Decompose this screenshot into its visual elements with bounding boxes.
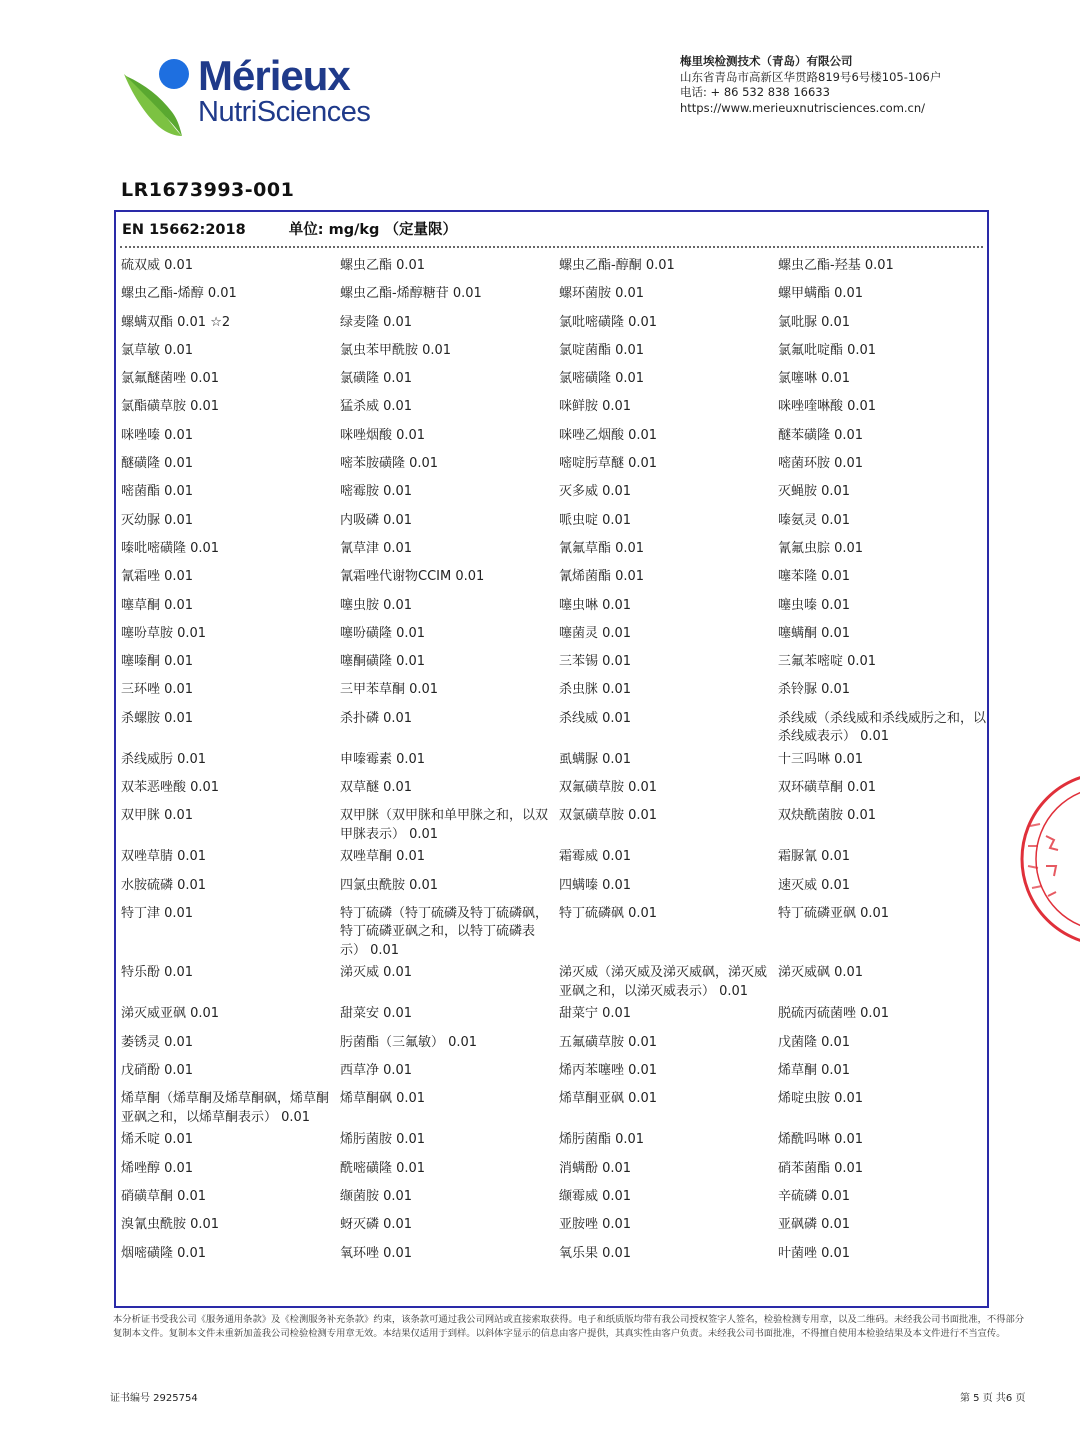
analyte-cell: 双环磺草酮 0.01 xyxy=(778,780,877,796)
analyte-cell: 嗪吡嘧磺隆 0.01 xyxy=(121,540,220,556)
analyte-cell: 氯嘧磺隆 0.01 xyxy=(559,371,645,387)
analyte-row xyxy=(121,624,986,652)
analyte-cell: 烯肟菌胺 0.01 xyxy=(340,1132,426,1148)
analyte-cell: 特丁硫磷砜 0.01 xyxy=(559,905,658,921)
analyte-row xyxy=(121,426,986,454)
analyte-cell: 双氯磺草胺 0.01 xyxy=(559,808,658,824)
analyte-cell: 咪唑乙烟酸 0.01 xyxy=(559,427,658,443)
analyte-row xyxy=(121,778,986,806)
analyte-cell: 霜霉威 0.01 xyxy=(559,849,632,865)
analyte-cell: 氰氟虫腙 0.01 xyxy=(778,540,864,556)
analyte-cell: 噻菌灵 0.01 xyxy=(559,625,632,641)
analyte-cell: 萎锈灵 0.01 xyxy=(121,1034,194,1050)
analyte-cell: 氰霜唑代谢物CCIM 0.01 xyxy=(340,569,485,585)
analyte-cell: 戊菌隆 0.01 xyxy=(778,1034,851,1050)
analyte-row xyxy=(121,539,986,567)
analyte-cell: 烯丙苯噻唑 0.01 xyxy=(559,1063,658,1079)
merieux-logo xyxy=(120,48,390,140)
analyte-cell: 硝磺草酮 0.01 xyxy=(121,1188,207,1204)
analyte-cell: 速灭威 0.01 xyxy=(778,877,851,893)
analyte-cell: 氰霜唑 0.01 xyxy=(121,569,194,585)
analyte-cell: 灭蝇胺 0.01 xyxy=(778,484,851,500)
analyte-cell: 噻苯隆 0.01 xyxy=(778,569,851,585)
analyte-cell: 氯氟吡啶酯 0.01 xyxy=(778,342,877,358)
analyte-cell: 亚胺唑 0.01 xyxy=(559,1217,632,1233)
analyte-cell: 叶菌唑 0.01 xyxy=(778,1245,851,1261)
analyte-cell: 噻酮磺隆 0.01 xyxy=(340,654,426,670)
leaf-logo-icon xyxy=(120,48,200,140)
analyte-cell: 氯氟醚菌唑 0.01 xyxy=(121,371,220,387)
analyte-row xyxy=(121,1004,986,1032)
analyte-row xyxy=(121,567,986,595)
analyte-cell: 特丁津 0.01 xyxy=(121,905,194,921)
analyte-cell: 螺环菌胺 0.01 xyxy=(559,286,645,302)
analyte-row xyxy=(121,1159,986,1187)
analyte-cell: 杀扑磷 0.01 xyxy=(340,710,413,726)
analyte-cell: 烟嘧磺隆 0.01 xyxy=(121,1245,207,1261)
analyte-cell: 噻草酮 0.01 xyxy=(121,597,194,613)
logo-wordmark-nutrisciences: NutriSciences xyxy=(198,96,371,128)
analyte-row xyxy=(121,313,986,341)
analyte-row xyxy=(121,256,986,284)
analyte-cell: 涕灭威亚砜 0.01 xyxy=(121,1006,220,1022)
analyte-row xyxy=(121,1187,986,1215)
analyte-cell: 涕灭威（涕灭威及涕灭威砜，涕灭威亚砜之和，以涕灭威表示） 0.01 xyxy=(559,965,768,999)
analyte-cell: 氯草敏 0.01 xyxy=(121,342,194,358)
analyte-cell: 噻虫胺 0.01 xyxy=(340,597,413,613)
analyte-cell: 三甲苯草酮 0.01 xyxy=(340,682,439,698)
analyte-cell: 水胺硫磷 0.01 xyxy=(121,877,207,893)
unit-label: 单位: mg/kg （定量限） xyxy=(288,222,457,238)
analyte-cell: 咪唑喹啉酸 0.01 xyxy=(778,399,877,415)
analyte-cell: 烯啶虫胺 0.01 xyxy=(778,1091,864,1107)
analyte-cell: 双苯恶唑酸 0.01 xyxy=(121,780,220,796)
analyte-cell: 噻虫啉 0.01 xyxy=(559,597,632,613)
company-address: 山东省青岛市高新区华贯路819号6号楼105-106户 xyxy=(680,69,942,84)
analyte-row xyxy=(121,876,986,904)
analyte-cell: 氰草津 0.01 xyxy=(340,540,413,556)
analyte-cell: 缬霉威 0.01 xyxy=(559,1188,632,1204)
analyte-cell: 四氯虫酰胺 0.01 xyxy=(340,877,439,893)
analyte-cell: 氧环唑 0.01 xyxy=(340,1245,413,1261)
official-seal-stamp xyxy=(1016,766,1080,952)
analyte-cell: 氯啶菌酯 0.01 xyxy=(559,342,645,358)
analyte-cell: 酰嘧磺隆 0.01 xyxy=(340,1160,426,1176)
analyte-row xyxy=(121,806,986,847)
analyte-cell: 烯草酮 0.01 xyxy=(778,1063,851,1079)
analyte-cell: 烯禾啶 0.01 xyxy=(121,1132,194,1148)
analyte-row xyxy=(121,369,986,397)
analyte-cell: 烯酰吗啉 0.01 xyxy=(778,1132,864,1148)
analyte-cell: 氰氟草酯 0.01 xyxy=(559,540,645,556)
analyte-cell: 杀线威肟 0.01 xyxy=(121,751,207,767)
analyte-cell: 噻螨酮 0.01 xyxy=(778,625,851,641)
analyte-cell: 氯噻啉 0.01 xyxy=(778,371,851,387)
analyte-cell: 特丁硫磷亚砜 0.01 xyxy=(778,905,890,921)
analyte-cell: 噻吩磺隆 0.01 xyxy=(340,625,426,641)
analyte-cell: 噻虫嗪 0.01 xyxy=(778,597,851,613)
analyte-cell: 申嗪霉素 0.01 xyxy=(340,751,426,767)
analyte-row xyxy=(121,1215,986,1243)
company-info xyxy=(680,54,941,116)
seal-icon xyxy=(1016,766,1080,952)
analyte-cell: 醚磺隆 0.01 xyxy=(121,456,194,472)
analyte-row xyxy=(121,397,986,425)
results-frame xyxy=(114,210,989,1308)
analyte-cell: 三氟苯嘧啶 0.01 xyxy=(778,654,877,670)
analyte-cell: 十三吗啉 0.01 xyxy=(778,751,864,767)
analyte-cell: 氰烯菌酯 0.01 xyxy=(559,569,645,585)
analyte-cell: 螺甲螨酯 0.01 xyxy=(778,286,864,302)
analyte-cell: 消螨酚 0.01 xyxy=(559,1160,632,1176)
analyte-row xyxy=(121,341,986,369)
analyte-cell: 涕灭威 0.01 xyxy=(340,965,413,981)
analyte-cell: 嗪氨灵 0.01 xyxy=(778,512,851,528)
dotted-divider xyxy=(120,246,983,248)
analyte-cell: 螺虫乙酯-烯醇 0.01 xyxy=(121,286,237,302)
analyte-cell: 嘧啶肟草醚 0.01 xyxy=(559,456,658,472)
analyte-row xyxy=(121,904,986,964)
analyte-cell: 戊硝酚 0.01 xyxy=(121,1063,194,1079)
analyte-cell: 醚苯磺隆 0.01 xyxy=(778,427,864,443)
analyte-cell: 螺虫乙酯-烯醇糖苷 0.01 xyxy=(340,286,482,302)
analyte-cell: 绿麦隆 0.01 xyxy=(340,314,413,330)
analyte-cell: 硝苯菌酯 0.01 xyxy=(778,1160,864,1176)
analyte-cell: 四螨嗪 0.01 xyxy=(559,877,632,893)
analyte-cell: 双唑草酮 0.01 xyxy=(340,849,426,865)
analyte-cell: 氯虫苯甲酰胺 0.01 xyxy=(340,342,452,358)
analyte-cell: 咪唑烟酸 0.01 xyxy=(340,427,426,443)
analyte-cell: 氯酯磺草胺 0.01 xyxy=(121,399,220,415)
analyte-cell: 特丁硫磷（特丁硫磷及特丁硫磷砜，特丁硫磷亚砜之和，以特丁硫磷表示） 0.01 xyxy=(340,905,549,958)
analyte-cell: 三苯锡 0.01 xyxy=(559,654,632,670)
analyte-cell: 杀螺胺 0.01 xyxy=(121,710,194,726)
analyte-cell: 猛杀威 0.01 xyxy=(340,399,413,415)
analyte-cell: 杀铃脲 0.01 xyxy=(778,682,851,698)
analyte-cell: 氯吡脲 0.01 xyxy=(778,314,851,330)
method-standard: EN 15662:2018 xyxy=(122,222,246,238)
page-number: 第 5 页 共6 页 xyxy=(960,1393,1026,1404)
analyte-cell: 烯草酮砜 0.01 xyxy=(340,1091,426,1107)
certificate-number: 证书编号 2925754 xyxy=(110,1393,198,1404)
company-name: 梅里埃检测技术（青岛）有限公司 xyxy=(680,54,853,68)
analyte-row xyxy=(121,1033,986,1061)
analyte-row xyxy=(121,511,986,539)
analyte-cell: 缬菌胺 0.01 xyxy=(340,1188,413,1204)
analyte-cell: 亚砜磷 0.01 xyxy=(778,1217,851,1233)
analyte-cell: 溴氰虫酰胺 0.01 xyxy=(121,1217,220,1233)
analyte-cell: 咪唑嗪 0.01 xyxy=(121,427,194,443)
analyte-row xyxy=(121,1244,986,1272)
analyte-cell: 杀线威（杀线威和杀线威肟之和，以杀线威表示） 0.01 xyxy=(778,710,987,745)
analyte-cell: 双炔酰菌胺 0.01 xyxy=(778,808,877,824)
analyte-cell: 双草醚 0.01 xyxy=(340,780,413,796)
analyte-cell: 螺虫乙酯-醇酮 0.01 xyxy=(559,258,675,273)
analyte-row xyxy=(121,284,986,312)
analyte-cell: 双甲脒 0.01 xyxy=(121,808,194,824)
analyte-cell: 双氟磺草胺 0.01 xyxy=(559,780,658,796)
analyte-row xyxy=(121,680,986,708)
analyte-row xyxy=(121,1130,986,1158)
logo-wordmark-merieux: Mérieux xyxy=(198,52,350,99)
analyte-cell: 双甲脒（双甲脒和单甲脒之和，以双甲脒表示） 0.01 xyxy=(340,808,549,842)
analyte-row xyxy=(121,847,986,875)
analyte-cell: 嘧菌酯 0.01 xyxy=(121,484,194,500)
analyte-row xyxy=(121,1061,986,1089)
analyte-cell: 螺虫乙酯-羟基 0.01 xyxy=(778,258,894,273)
analyte-row xyxy=(121,963,986,1004)
analyte-cell: 蚜灭磷 0.01 xyxy=(340,1217,413,1233)
analyte-cell: 甜菜安 0.01 xyxy=(340,1006,413,1022)
company-website[interactable]: https://www.merieuxnutrisciences.com.cn/ xyxy=(680,100,926,115)
analyte-row xyxy=(121,596,986,624)
analyte-cell: 哌虫啶 0.01 xyxy=(559,512,632,528)
analyte-cell: 杀线威 0.01 xyxy=(559,710,632,726)
analyte-cell: 螺螨双酯 0.01 ☆2 xyxy=(121,314,231,330)
analyte-cell: 三环唑 0.01 xyxy=(121,682,194,698)
analyte-row xyxy=(121,750,986,778)
analyte-cell: 肟菌酯（三氟敏） 0.01 xyxy=(340,1034,478,1050)
analyte-row xyxy=(121,482,986,510)
analyte-row xyxy=(121,709,986,750)
analyte-cell: 杀虫脒 0.01 xyxy=(559,682,632,698)
analyte-cell: 氯磺隆 0.01 xyxy=(340,371,413,387)
analyte-cell: 脱硫丙硫菌唑 0.01 xyxy=(778,1006,890,1022)
analyte-row xyxy=(121,652,986,680)
analyte-cell: 灭幼脲 0.01 xyxy=(121,512,194,528)
analyte-cell: 烯肟菌酯 0.01 xyxy=(559,1132,645,1148)
analyte-cell: 五氟磺草胺 0.01 xyxy=(559,1034,658,1050)
analyte-cell: 西草净 0.01 xyxy=(340,1063,413,1079)
terms-disclaimer: 本分析证书受我公司《服务通用条款》及《检测服务补充条款》约束，该条款可通过我公司网站或直接索取获得。电子和纸质版均带有我公司授权签字人签名，检验检测专用章，以及二维码。未经我公司书面批准，不得部分复制本文件。复制本文件未重新加盖我公司检验检测专用章无效。本结果仅适用于到样。以斜体字显示的信息由客户提供，其真实性由客户负责。未经我公司书面批准，不得擅自使用本检验结果及本文件进行不当宣传。 xyxy=(113,1314,1025,1339)
analyte-cell: 烯唑醇 0.01 xyxy=(121,1160,194,1176)
analyte-cell: 氧乐果 0.01 xyxy=(559,1245,632,1261)
analyte-grid xyxy=(121,256,986,1272)
analyte-cell: 嘧菌环胺 0.01 xyxy=(778,456,864,472)
analyte-cell: 硫双威 0.01 xyxy=(121,258,194,273)
analyte-cell: 辛硫磷 0.01 xyxy=(778,1188,851,1204)
analyte-cell: 双唑草腈 0.01 xyxy=(121,849,207,865)
analyte-cell: 氯吡嘧磺隆 0.01 xyxy=(559,314,658,330)
analyte-cell: 烯草酮（烯草酮及烯草酮砜，烯草酮亚砜之和，以烯草酮表示） 0.01 xyxy=(121,1091,330,1125)
analyte-row xyxy=(121,454,986,482)
analyte-cell: 虱螨脲 0.01 xyxy=(559,751,632,767)
method-header xyxy=(122,218,457,239)
company-phone: 电话: + 86 532 838 16633 xyxy=(680,85,830,99)
report-number: LR1673993-001 xyxy=(121,179,295,201)
analyte-cell: 噻吩草胺 0.01 xyxy=(121,625,207,641)
analyte-cell: 涕灭威砜 0.01 xyxy=(778,965,864,981)
analyte-cell: 甜菜宁 0.01 xyxy=(559,1006,632,1022)
analyte-row xyxy=(121,1089,986,1130)
analyte-cell: 咪鲜胺 0.01 xyxy=(559,399,632,415)
analyte-cell: 螺虫乙酯 0.01 xyxy=(340,258,426,273)
analyte-cell: 内吸磷 0.01 xyxy=(340,512,413,528)
analyte-cell: 烯草酮亚砜 0.01 xyxy=(559,1091,658,1107)
analyte-cell: 霜脲氰 0.01 xyxy=(778,849,851,865)
analyte-cell: 噻嗪酮 0.01 xyxy=(121,654,194,670)
analyte-cell: 特乐酚 0.01 xyxy=(121,965,194,981)
analyte-cell: 灭多威 0.01 xyxy=(559,484,632,500)
analyte-cell: 嘧苯胺磺隆 0.01 xyxy=(340,456,439,472)
analyte-cell: 嘧霉胺 0.01 xyxy=(340,484,413,500)
